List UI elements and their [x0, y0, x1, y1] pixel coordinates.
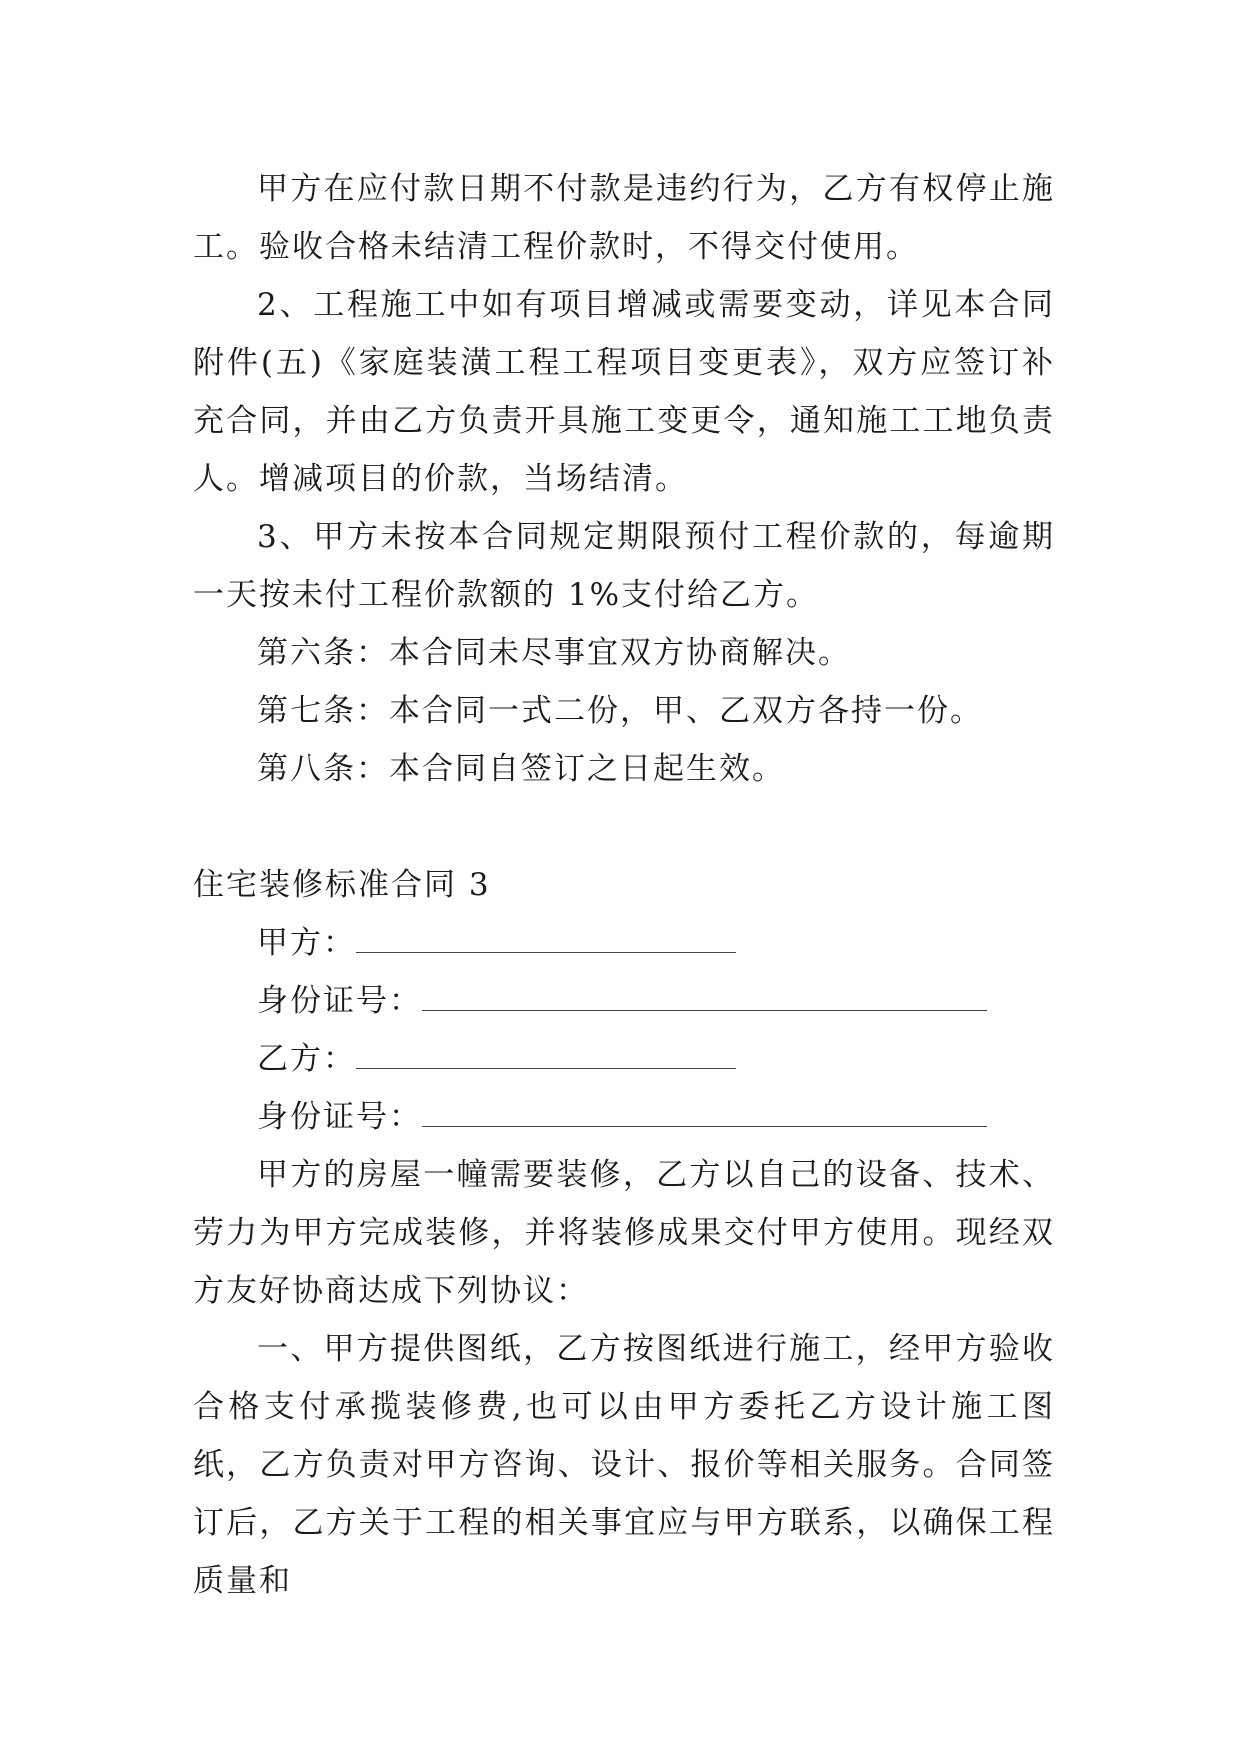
party-b-label: 乙方： — [257, 1041, 356, 1077]
party-a-id-row — [193, 972, 1055, 1030]
paragraph-clause-1: 一、甲方提供图纸，乙方按图纸进行施工，经甲方验收合格支付承揽装修费,也可以由甲方委托乙方设计施工图纸，乙方负责对甲方咨询、设计、报价等相关服务。合同签订后，乙方关于工程的相关事宜应与甲方联系，以确保工程质量和 — [193, 1331, 1055, 1599]
party-a-id-blank — [422, 988, 987, 1011]
paragraph-payment-default: 甲方在应付款日期不付款是违约行为，乙方有权停止施工。验收合格未结清工程价款时，不得交付使用。 — [193, 171, 1055, 265]
party-a-row — [193, 914, 1055, 972]
section-title: 住宅装修标准合同 3 — [193, 867, 491, 903]
party-b-row — [193, 1030, 1055, 1088]
party-a-id-label: 身份证号： — [257, 983, 422, 1019]
article-8: 第八条：本合同自签订之日起生效。 — [257, 751, 785, 787]
party-b-id-row — [193, 1088, 1055, 1146]
party-a-blank — [356, 930, 736, 953]
document-body — [193, 160, 1055, 1610]
party-b-id-label: 身份证号： — [257, 1099, 422, 1135]
party-a-label: 甲方： — [257, 925, 356, 961]
paragraph-item-3: 3、甲方未按本合同规定期限预付工程价款的，每逾期一天按未付工程价款额的 1%支付给乙方。 — [193, 519, 1055, 613]
paragraph-intro: 甲方的房屋一幢需要装修，乙方以自己的设备、技术、劳力为甲方完成装修，并将装修成果交付甲方使用。现经双方友好协商达成下列协议： — [193, 1157, 1055, 1309]
paragraph-item-2: 2、工程施工中如有项目增减或需要变动，详见本合同附件(五)《家庭装潢工程工程项目变更表》，双方应签订补充合同，并由乙方负责开具施工变更令，通知施工工地负责人。增减项目的价款，当场结清。 — [193, 287, 1055, 497]
party-b-blank — [356, 1046, 736, 1069]
party-b-id-blank — [422, 1104, 987, 1127]
article-6: 第六条：本合同未尽事宜双方协商解决。 — [257, 635, 851, 671]
article-7: 第七条：本合同一式二份，甲、乙双方各持一份。 — [257, 693, 983, 729]
